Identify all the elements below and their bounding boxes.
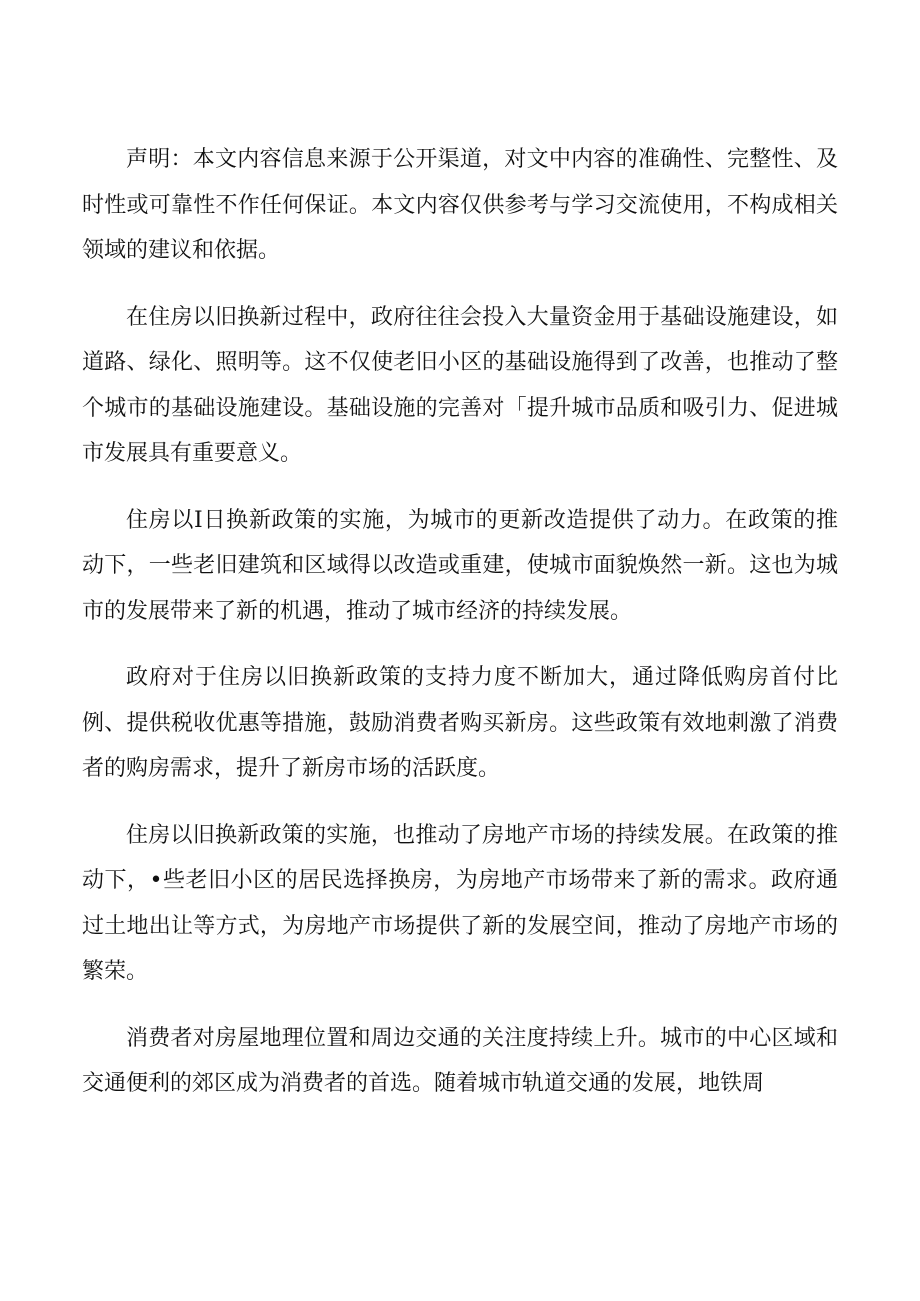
disclaimer-paragraph: 声明：本文内容信息来源于公开渠道，对文中内容的准确性、完整性、及时性或可靠性不作任何保证。本文内容仅供参考与学习交流使用，不构成相关领域的建议和依据。 (82, 147, 838, 263)
urban-renewal-paragraph: 住房以I日换新政策的实施，为城市的更新改造提供了动力。在政策的推动下，一些老旧建筑和区域得以改造或重建，使城市面貌焕然一新。这也为城市的发展带来了新的机遇，推动了城市经济的持续发展。 (82, 507, 838, 624)
government-support-paragraph: 政府对于住房以旧换新政策的支持力度不断加大，通过降低购房首付比例、提供税收优惠等措施，鼓励消费者购买新房。这些政策有效地刺激了消费者的购房需求，提升了新房市场的活跃度。 (82, 665, 838, 781)
document-body (82, 137, 838, 1128)
real-estate-market-paragraph: 住房以旧换新政策的实施，也推动了房地产市场的持续发展。在政策的推动下，•些老旧小区的居民选择换房，为房地产市场带来了新的需求。政府通过土地出让等方式，为房地产市场提供了新的发展空间，推动了房地产市场的繁荣。 (82, 822, 838, 984)
infrastructure-paragraph: 在住房以旧换新过程中，政府往往会投入大量资金用于基础设施建设，如道路、绿化、照明等。这不仅使老旧小区的基础设施得到了改善，也推动了整个城市的基础设施建设。基础设施的完善对「提升城市品质和吸引力、促进城市发展具有重要意义。 (82, 304, 838, 466)
location-traffic-paragraph: 消费者对房屋地理位置和周边交通的关注度持续上升。城市的中心区域和交通便利的郊区成为消费者的首选。随着城市轨道交通的发展，地铁周 (82, 1025, 838, 1096)
